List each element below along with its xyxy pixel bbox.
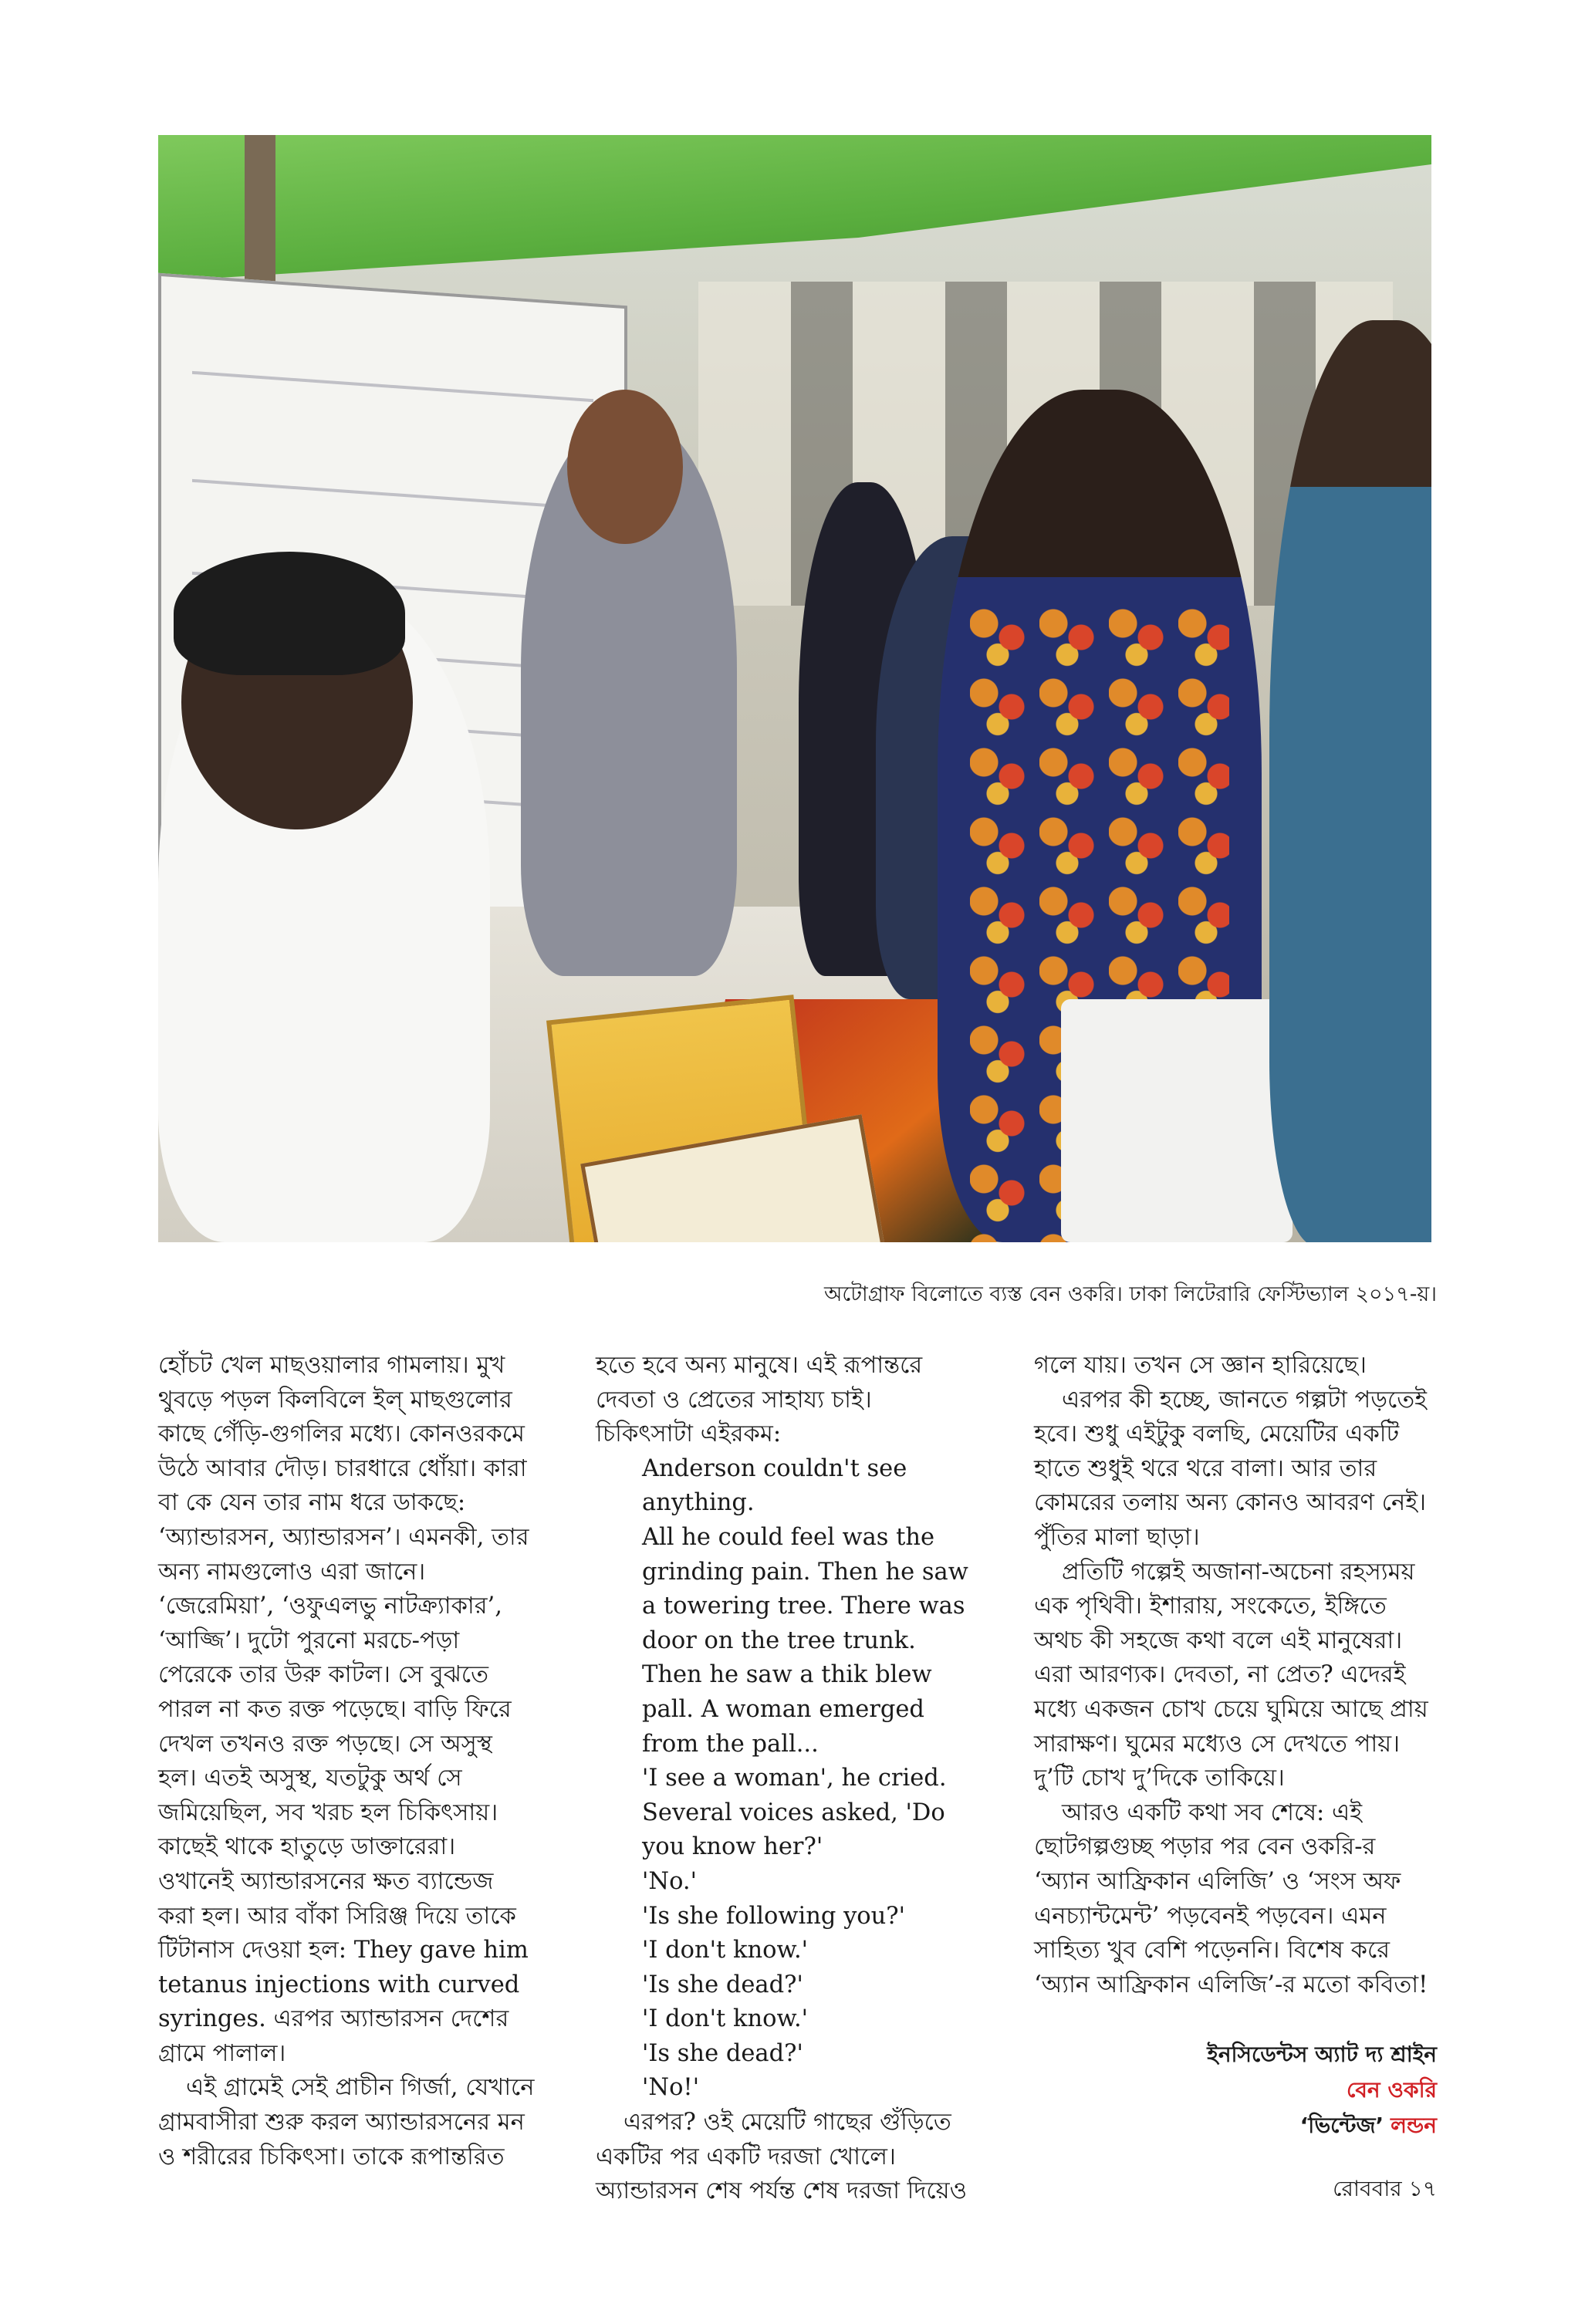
book-credit xyxy=(1207,2037,1437,2143)
paragraph: এরপর কী হচ্ছে, জানতে গল্পটা পড়তেই হবে। শুধু এইটুকু বলছি, মেয়েটির একটি হাতে শুধুই থরে থরে বালা। আর তার কোমরের তলায় অন্য কোনও আবরণ নেই। পুঁতির মালা ছাড়া। xyxy=(1034,1386,1428,1551)
article-photo xyxy=(158,135,1431,1242)
quote-line: 'No!' xyxy=(642,2074,700,2102)
canopy-pole xyxy=(245,135,275,297)
column-2 xyxy=(596,1349,974,2209)
quote-line: 'No.' xyxy=(642,1867,697,1895)
publisher-city: লন্ডন xyxy=(1391,2113,1437,2138)
board-writing xyxy=(192,479,593,510)
black-beret xyxy=(174,552,405,675)
publisher-name: ‘ভিন্টেজ’ xyxy=(1299,2113,1384,2138)
quote-line: Anderson couldn't see anything. xyxy=(642,1454,907,1517)
quote-line: 'Is she following you?' xyxy=(642,1902,906,1930)
paragraph: হতে হবে অন্য মানুষে। এই রূপান্তরে দেবতা ও প্রেতের সাহায্য চাই। চিকিৎসাটা এইরকম: xyxy=(596,1352,923,1448)
quote-line: 'I see a woman', he cried. xyxy=(642,1765,947,1792)
quote-line: Several voices asked, 'Do you know her?' xyxy=(642,1799,945,1861)
quote-line: 'Is she dead?' xyxy=(642,1971,803,1998)
quote-line: 'Is she dead?' xyxy=(642,2039,803,2067)
book-author: বেন ওকরি xyxy=(1346,2077,1437,2103)
standing-man-head xyxy=(567,390,683,544)
book-title: ইনসিডেন্টস অ্যাট দ্য শ্রাইন xyxy=(1207,2042,1437,2067)
page-number: রোববার ১৭ xyxy=(1333,2176,1437,2201)
book-publisher xyxy=(1207,2108,1437,2143)
quote-line: All he could feel was the grinding pain. Then he saw a towering tree. There was door on the tree trunk. Then he saw a thik blew pall. A woman emerged from the pall... xyxy=(642,1523,968,1758)
paragraph: প্রতিটি গল্পেই অজানা-অচেনা রহস্যময় এক পৃথিবী। ইশারায়, সংকেতে, ইঙ্গিতে অথচ কী সহজে কথা বলে এই মানুষেরা। এরা আরণ্যক। দেবতা, না প্রেত? এদেরই মধ্যে একজন চোখ চেয়ে ঘুমিয়ে আছে প্রায় সারাক্ষণ। ঘুমের মধ্যেও সে দেখতে পায়। দু’টি চোখ দু’দিকে তাকিয়ে। xyxy=(1034,1558,1428,1792)
column-3 xyxy=(1034,1349,1435,2002)
paragraph: এই গ্রামেই সেই প্রাচীন গির্জা, যেখানে গ্রামবাসীরা শুরু করল অ্যান্ডারসনের মন ও শরীরের চিকিৎসা। তাকে রূপান্তরিত xyxy=(158,2074,535,2170)
paragraph: এরপর? ওই মেয়েটি গাছের গুঁড়িতে একটির পর একটি দরজা খোলে। অ্যান্ডারসন শেষ পর্যন্ত শেষ দরজা দিয়েও xyxy=(596,2109,968,2205)
english-quote xyxy=(596,1452,974,2106)
column-1 xyxy=(158,1349,536,2174)
paragraph: গলে যায়। তখন সে জ্ঞান হারিয়েছে। xyxy=(1034,1352,1367,1379)
paragraph: হোঁচট খেল মাছওয়ালার গামলায়। মুখ থুবড়ে পড়ল কিলবিলে ইল্ মাছগুলোর কাছে গেঁড়ি-গুগলির মধ্যে। কোনওরকমে উঠে আবার দৌড়। চারধারে ধোঁয়া। কারা বা কে যেন তার নাম ধরে ডাকছে: ‘অ্যান্ডারসন, অ্যান্ডারসন’। এমনকী, তার অন্য নামগুলোও এরা জানে। ‘জেরেমিয়া’, ‘ওফুএলভু নাটক্র্যাকার’, ‘আজ্জি’। দুটো পুরনো মরচে-পড়া পেরেকে তার উরু কাটল। সে বুঝতে পারল না কত রক্ত পড়েছে। বাড়ি ফিরে দেখল তখনও রক্ত পড়ছে। সে অসুস্থ হল। এতই অসুস্থ, যতটুকু অর্থ সে জমিয়েছিল, সব খরচ হল চিকিৎসায়। কাছেই থাকে হাতুড়ে ডাক্তারেরা। ওখানেই অ্যান্ডারসনের ক্ষত ব্যান্ডেজ করা হল। আর বাঁকা সিরিঞ্জ দিয়ে তাকে টিটানাস দেওয়া হল: They gave him tetanus injections with curved syringes. এরপর অ্যান্ডারসন দেশের গ্রামে পালাল। xyxy=(158,1352,529,2067)
photo-caption: অটোগ্রাফ বিলোতে ব্যস্ত বেন ওকরি। ঢাকা লিটেরারি ফেস্টিভ্যাল ২০১৭-য়। xyxy=(823,1282,1437,1306)
quote-line: 'I don't know.' xyxy=(642,2005,809,2033)
tote-bag xyxy=(1061,999,1293,1242)
green-canopy xyxy=(158,135,1431,282)
quote-line: 'I don't know.' xyxy=(642,1937,809,1964)
board-writing xyxy=(192,371,593,402)
paragraph: আরও একটি কথা সব শেষে: এই ছোটগল্পগুচ্ছ পড়ার পর বেন ওকরি-র ‘অ্যান আফ্রিকান এলিজি’ ও ‘সংস অফ এনচ্যান্টমেন্ট’ পড়বেনই পড়বেন। এমন সাহিত্য খুব বেশি পড়েননি। বিশেষ করে ‘অ্যান আফ্রিকান এলিজি’-র মতো কবিতা! xyxy=(1034,1799,1428,1998)
